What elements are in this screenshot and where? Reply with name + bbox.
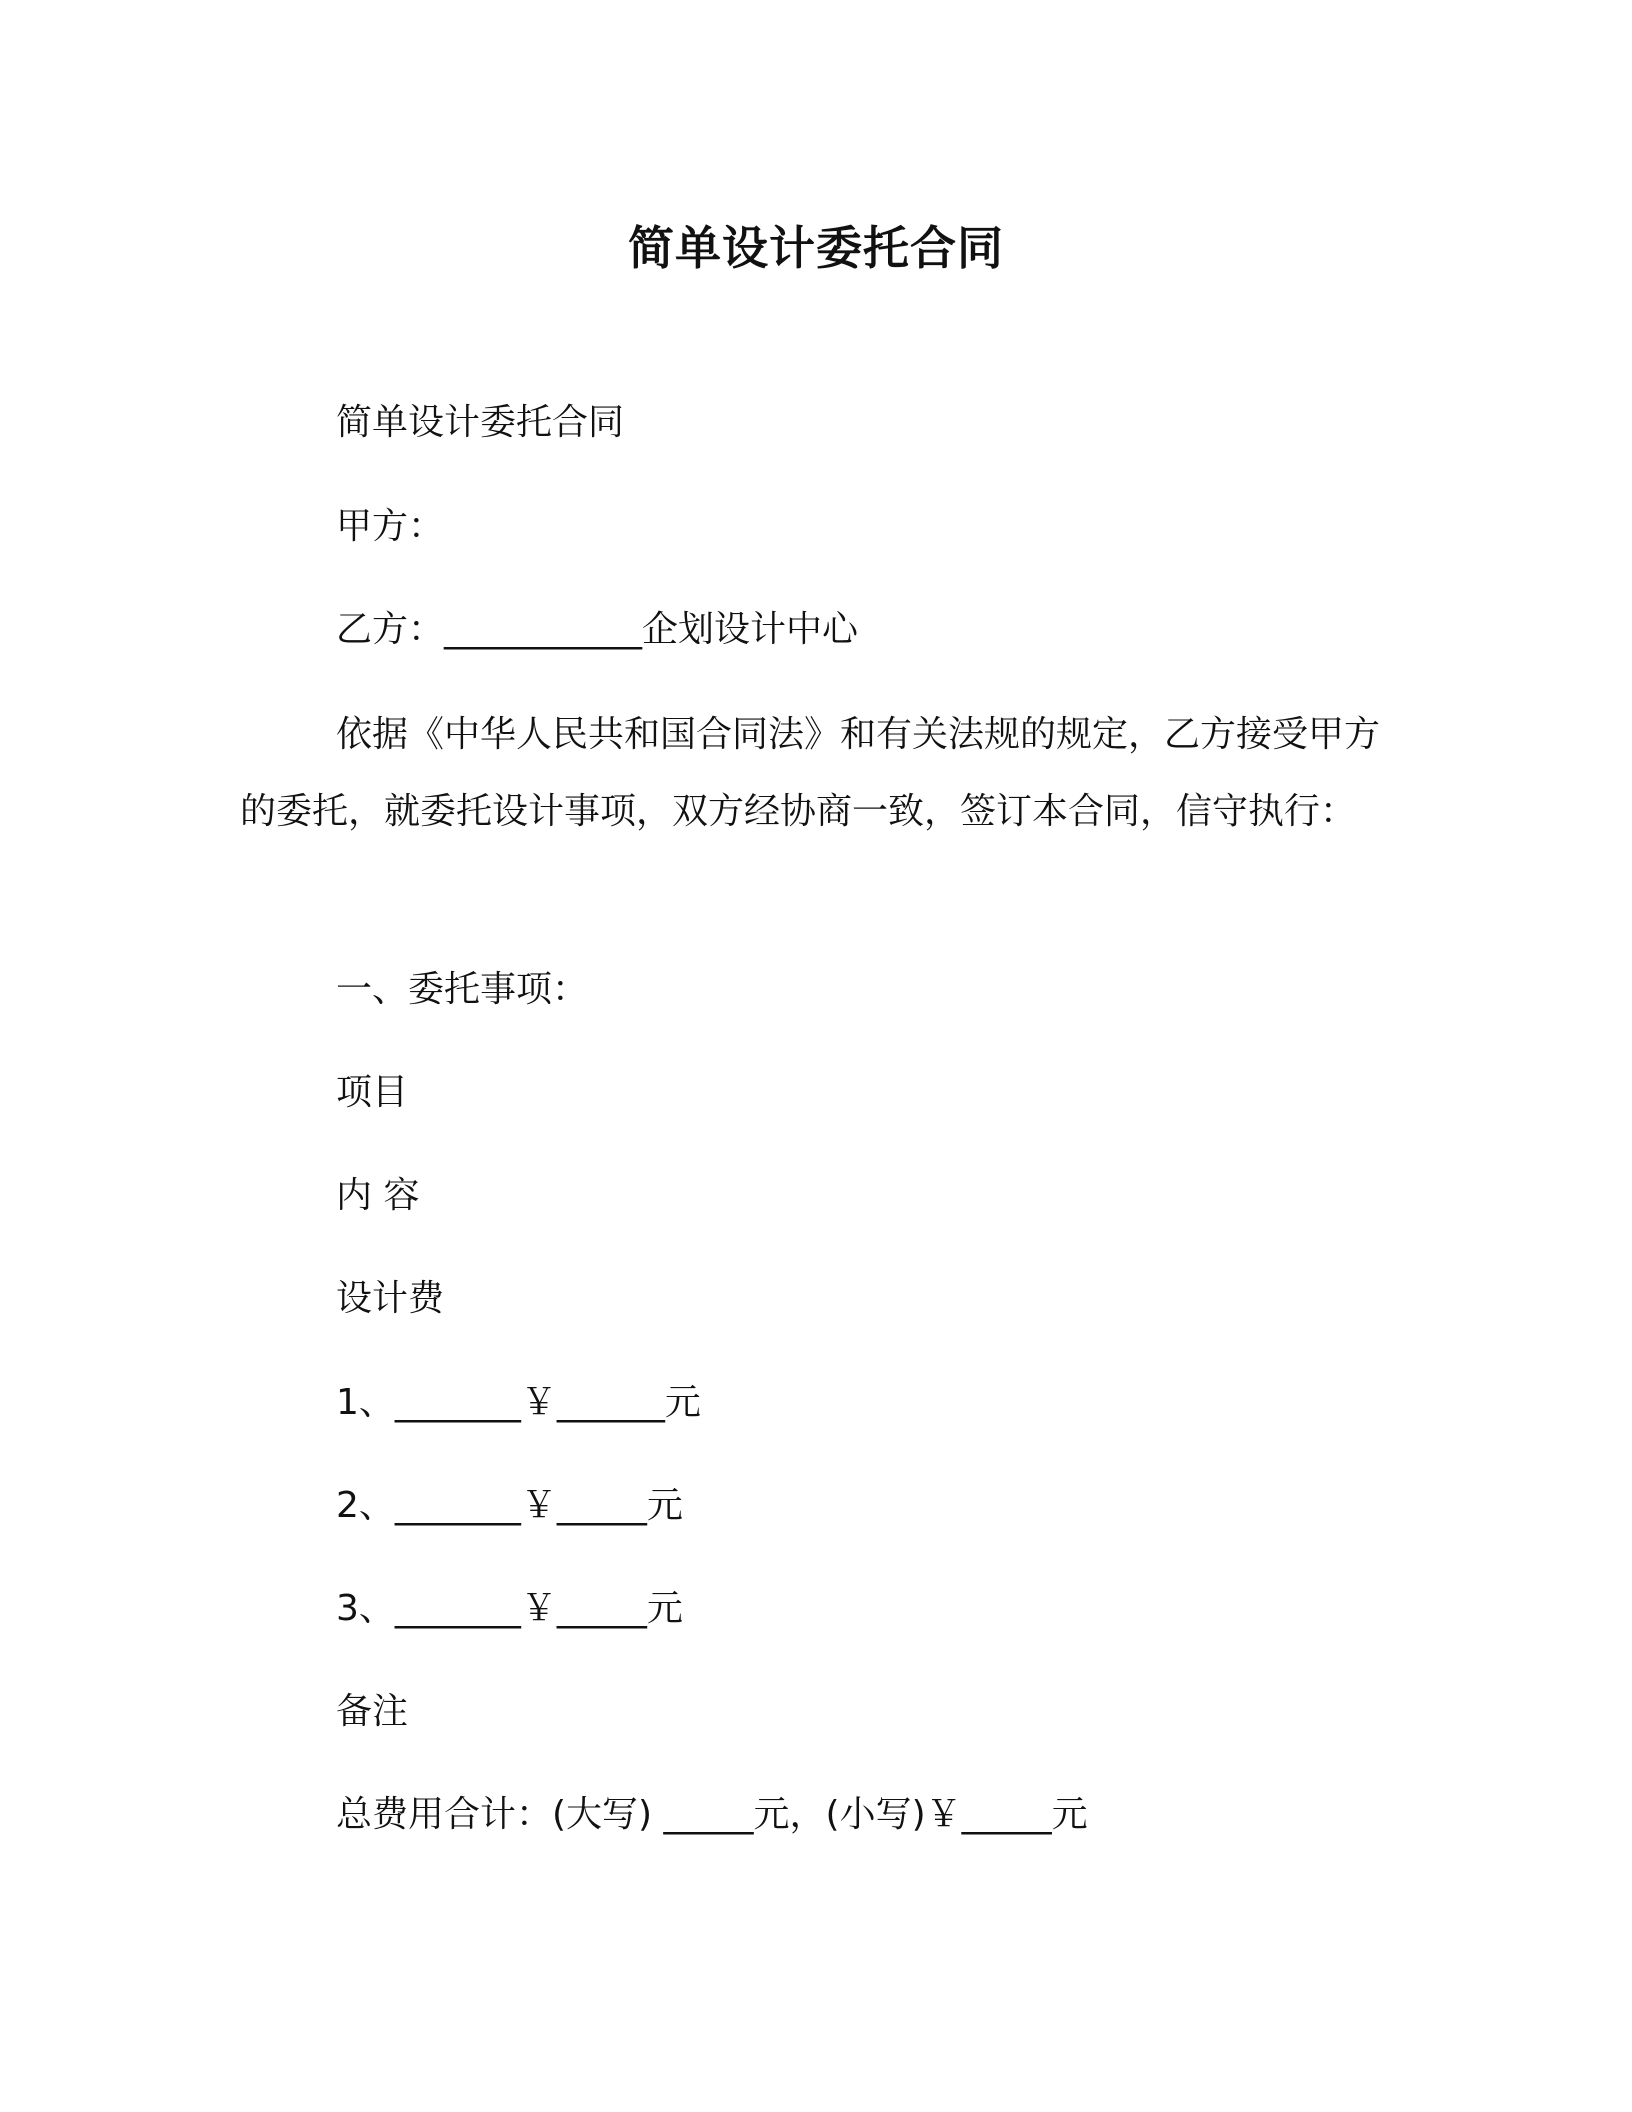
remarks-label: 备注 xyxy=(336,1691,409,1732)
party-b-line: 乙方：___________企划设计中心 xyxy=(336,609,859,650)
intro-paragraph: 依据《中华人民共和国合同法》和有关法规的规定，乙方接受甲方的委托，就委托设计事项，双方经协商一致，签订本合同，信守执行： xyxy=(240,714,1381,832)
section-1-heading: 一、委托事项： xyxy=(336,969,589,1010)
column-item-label: 项目 xyxy=(336,1072,409,1113)
document-title: 简单设计委托合同 xyxy=(628,221,1004,275)
column-fee-label: 设计费 xyxy=(336,1278,445,1319)
column-content-label: 内 容 xyxy=(336,1175,420,1216)
fee-item-1: 1、_______￥______元 xyxy=(336,1382,701,1423)
fee-item-3: 3、_______￥_____元 xyxy=(336,1588,683,1629)
subtitle: 简单设计委托合同 xyxy=(336,402,625,443)
fee-item-2: 2、_______￥_____元 xyxy=(336,1485,683,1526)
total-fee-line: 总费用合计：(大写) _____元，(小写)￥_____元 xyxy=(336,1794,1088,1835)
party-a-line: 甲方： xyxy=(336,506,445,547)
